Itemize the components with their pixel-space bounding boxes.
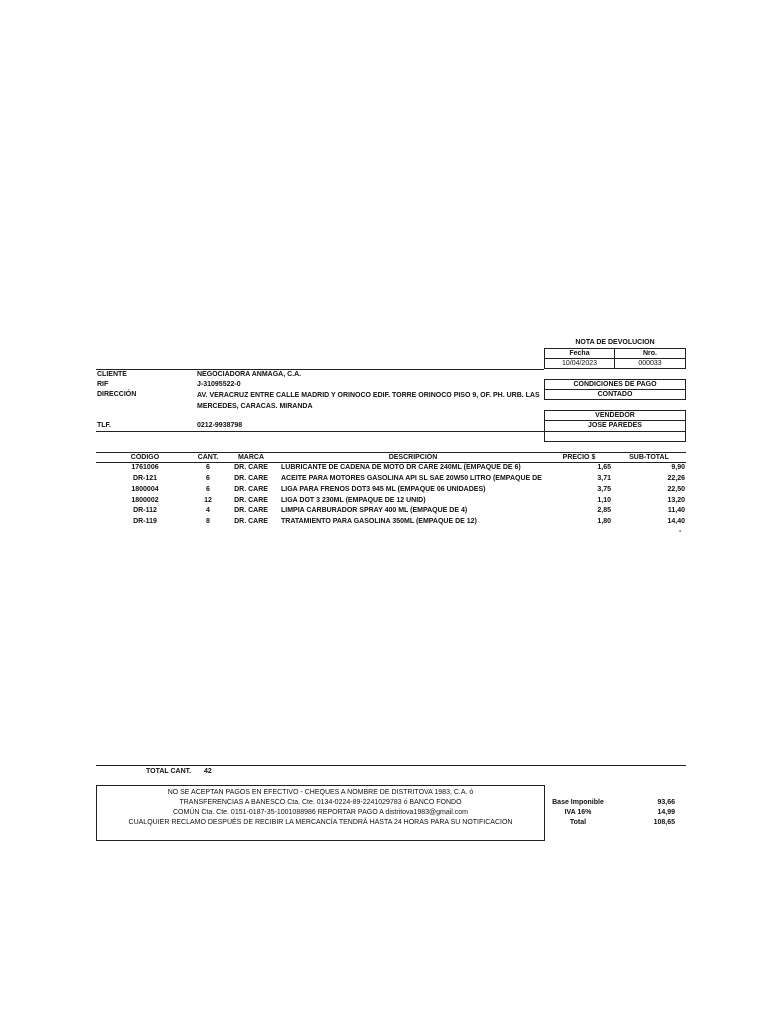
direccion-line-1: AV. VERACRUZ ENTRE CALLE MADRID Y ORINOCO EDIF. TORRE ORINOCO PISO 9, OF. PH. URB. LAS [197,392,540,399]
cell-precio: 2,85 [597,507,611,514]
cell-marca: DR. CARE [234,475,268,482]
cell-cant: 6 [206,475,210,482]
cell-descripcion: ACEITE PARA MOTORES GASOLINA API SL SAE 20W50 LITRO (EMPAQUE DE [281,475,542,482]
cell-cant: 6 [206,464,210,471]
fecha-label: Fecha [569,350,590,357]
footer-top-border [96,765,686,766]
cell-marca: DR. CARE [234,507,268,514]
payment-note: NO SE ACEPTAN PAGOS EN EFECTIVO - CHEQUES A NOMBRE DE DISTRITOVA 1983, C.A. ó [167,789,474,796]
payment-note: CUALQUIER RECLAMO DESPUÉS DE RECIBIR LA MERCANCÍA TENDRÁ HASTA 24 HORAS PARA SU NOTIFICACION [128,819,513,826]
col-header-subtotal: SUB-TOTAL [629,454,669,461]
cell-marca: DR. CARE [234,486,268,493]
total-cant-value: 42 [204,768,212,775]
table-row [0,517,768,527]
total-cant-label: TOTAL CANT. [146,768,192,775]
client-bottom-border [96,431,544,432]
cell-descripcion: LIGA DOT 3 230ML (EMPAQUE DE 12 UNID) [281,497,426,504]
condiciones-label: CONDICIONES DE PAGO [573,381,657,388]
col-header-cant: CANT. [197,454,219,461]
cell-cant: 4 [206,507,210,514]
base-imponible-value: 93,66 [657,799,675,806]
cell-marca: DR. CARE [234,497,268,504]
cell-subtotal: 22,50 [667,486,685,493]
col-header-marca: MARCA [237,454,265,461]
vendedor-label: VENDEDOR [595,412,635,419]
cell-codigo: 1800004 [131,486,159,493]
cell-codigo: 1761006 [131,464,159,471]
table-row [0,496,768,506]
cell-precio: 3,71 [597,475,611,482]
cell-cant: 8 [206,518,210,525]
total-value: 108,65 [653,819,675,826]
nro-label: Nro. [643,350,657,357]
rif-value: J-31095522-0 [197,381,241,388]
cell-codigo: 1800002 [131,497,159,504]
cell-descripcion: TRATAMIENTO PARA GASOLINA 350ML (EMPAQUE DE 12) [281,518,477,525]
cell-subtotal: 9,90 [671,464,685,471]
tlf-value: 0212-9938798 [197,422,243,429]
condiciones-value: CONTADO [597,391,633,398]
cliente-value: NEGOCIADORA ANMAGA, C.A. [197,371,302,378]
cell-marca: DR. CARE [234,464,268,471]
table-row [0,474,768,484]
cell-precio: 3,75 [597,486,611,493]
fecha-value: 10/04/2023 [561,360,598,367]
iva-value: 14,99 [657,809,675,816]
cell-descripcion: LIGA PARA FRENOS DOT3 945 ML (EMPAQUE 06 UNIDADES) [281,486,486,493]
direccion-line-2: MERCEDES, CARACAS. MIRANDA [197,403,313,410]
cell-codigo: DR-121 [132,475,158,482]
cell-codigo: DR-119 [133,518,157,525]
col-header-precio: PRECIO $ [562,454,596,461]
col-header-descripcion: DESCRIPCIÓN [388,454,438,461]
table-row [0,485,768,495]
base-imponible-label: Base Imponible [552,799,604,806]
cell-descripcion: LIMPIA CARBURADOR SPRAY 400 ML (EMPAQUE DE 4) [281,507,468,514]
cell-subtotal: 14,40 [667,518,685,525]
nro-value: 000033 [638,360,662,367]
rif-label: RIF [97,381,109,388]
cell-precio: 1,10 [597,497,611,504]
vendedor-value: JOSE PAREDES [588,422,642,429]
tlf-label: TLF. [97,422,111,429]
table-row [0,506,768,516]
extra-mark: - [679,528,682,535]
client-top-border [96,369,544,370]
cliente-label: CLIENTE [97,371,127,378]
divider [544,431,686,432]
cell-cant: 6 [206,486,210,493]
iva-label: IVA 16% [564,809,592,816]
payment-note: TRANSFERENCIAS A BANESCO Cta. Cte. 0134-0224-89-2241029783 ó BANCO FONDO [179,799,462,806]
document-title: NOTA DE DEVOLUCION [575,339,655,346]
total-label: Total [569,819,587,826]
cell-descripcion: LUBRICANTE DE CADENA DE MOTO DR CARE 240ML (EMPAQUE DE 6) [281,464,521,471]
table-row [0,463,768,473]
payment-note: COMÚN Cta. Cte. 0151-0187-35-1001088986 REPORTAR PAGO A distritova1983@gmail.com [172,809,469,816]
col-header-codigo: CÓDIGO [130,454,160,461]
cell-subtotal: 13,20 [667,497,685,504]
cell-marca: DR. CARE [234,518,268,525]
cell-precio: 1,80 [597,518,611,525]
direccion-label: DIRECCIÓN [97,391,137,398]
cell-subtotal: 11,40 [667,507,685,514]
cell-subtotal: 22,26 [667,475,685,482]
cell-precio: 1,65 [597,464,611,471]
cell-cant: 12 [204,497,212,504]
cell-codigo: DR-112 [133,507,157,514]
